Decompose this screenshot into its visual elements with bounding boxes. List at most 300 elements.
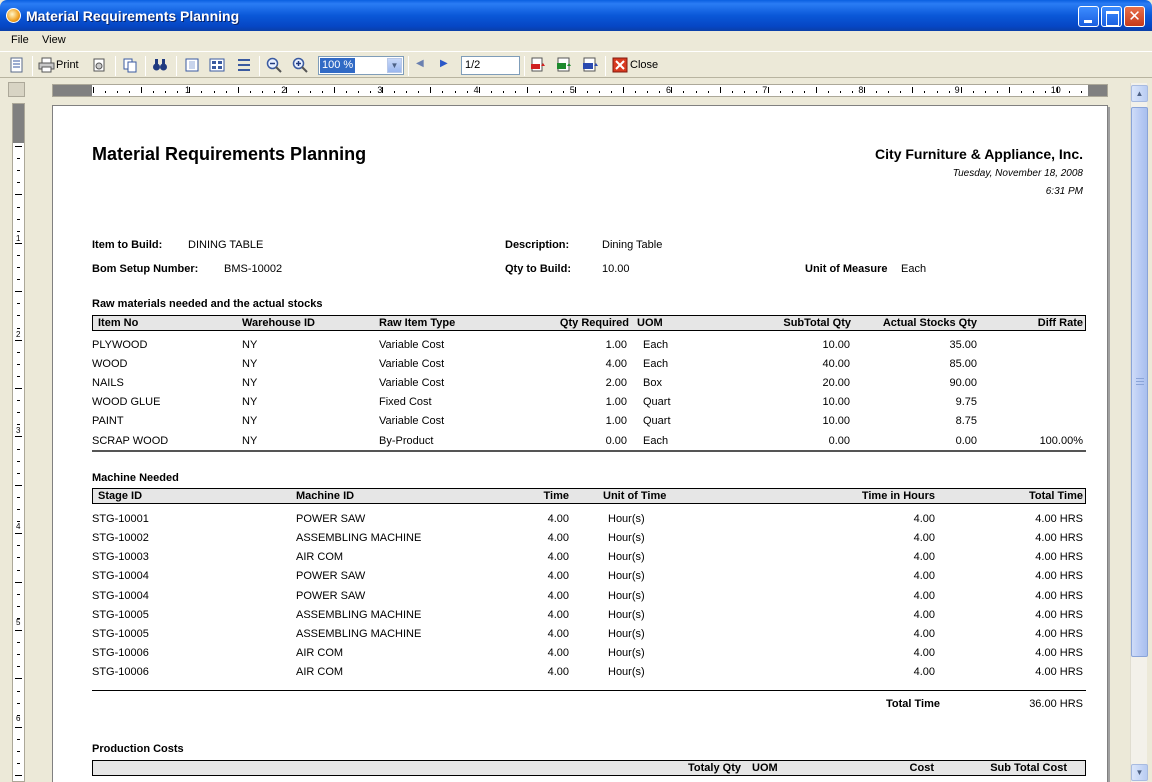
- vertical-ruler: [12, 103, 25, 782]
- raw-cell: 90.00: [949, 377, 977, 390]
- production-header: [92, 760, 1086, 776]
- ruler-tick: [563, 91, 564, 93]
- raw-header-cell: Warehouse ID: [242, 317, 315, 329]
- raw-cell: PLYWOOD: [92, 339, 148, 351]
- ruler-tick: [17, 642, 20, 643]
- toolbar-separator: [32, 56, 33, 76]
- machine-cell: STG-10004: [92, 589, 149, 602]
- ruler-number: 3: [377, 85, 383, 95]
- machine-cell: 4.00: [913, 513, 935, 525]
- menu-file[interactable]: File: [11, 34, 29, 46]
- ruler-tick: [17, 654, 20, 655]
- machine-header-cell: Time in Hours: [861, 490, 935, 502]
- raw-cell: 35.00: [949, 339, 977, 351]
- machine-cell: 4.00: [913, 589, 935, 602]
- ruler-tick: [17, 449, 20, 450]
- ruler-tick: [744, 91, 745, 93]
- report-title: Material Requirements Planning: [92, 144, 367, 164]
- ruler-tick: [93, 87, 94, 93]
- next-page-icon[interactable]: ▶: [440, 58, 448, 69]
- ruler-tick: [888, 91, 889, 93]
- raw-cell: 10.00: [822, 339, 850, 351]
- raw-cell: 9.75: [955, 396, 977, 409]
- raw-header-cell: Diff Rate: [1037, 317, 1083, 329]
- production-header-subtotal: Sub Total Cost: [990, 762, 1067, 774]
- ruler-number: 1: [185, 85, 191, 95]
- export-excel-icon[interactable]: [556, 57, 572, 73]
- menu-bar: [0, 31, 1152, 50]
- raw-cell: Quart: [643, 396, 671, 409]
- ruler-tick: [479, 87, 480, 93]
- zoom-out-icon[interactable]: [266, 57, 282, 73]
- toolbar: [0, 51, 1152, 78]
- ruler-tick: [900, 91, 901, 93]
- machine-cell: Hour(s): [608, 666, 645, 679]
- ruler-tick: [262, 91, 263, 93]
- ruler-number: 6: [666, 85, 672, 95]
- ruler-tick: [17, 207, 20, 208]
- export-word-icon[interactable]: [582, 57, 598, 73]
- scroll-grip: [1136, 381, 1144, 382]
- ruler-tick: [467, 91, 468, 93]
- machine-cell: 4.00: [913, 666, 935, 679]
- ruler-tick: [539, 91, 540, 93]
- raw-cell: 1.00: [605, 396, 627, 409]
- machine-header-row: [92, 488, 1086, 504]
- raw-cell: SCRAP WOOD: [92, 434, 169, 447]
- ruler-tick: [683, 91, 684, 93]
- ruler-tick: [720, 87, 721, 93]
- ruler-tick: [17, 315, 20, 316]
- machine-cell: 4.00: [547, 647, 569, 660]
- machine-cell: 4.00 HRS: [1035, 647, 1083, 660]
- ruler-number: 5: [16, 618, 21, 627]
- ruler-tick: [17, 570, 20, 571]
- ruler-tick: [17, 461, 20, 462]
- raw-cell: WOOD GLUE: [92, 396, 161, 409]
- machine-cell: 4.00 HRS: [1035, 513, 1083, 525]
- ruler-tick: [17, 182, 20, 183]
- machine-cell: 4.00: [913, 627, 935, 640]
- ruler-tick: [852, 91, 853, 93]
- machine-cell: STG-10001: [92, 513, 149, 525]
- machine-cell: Hour(s): [608, 647, 645, 660]
- ruler-tick: [17, 545, 20, 546]
- ruler-margin: [1088, 85, 1108, 97]
- ruler-tick: [997, 91, 998, 93]
- machine-cell: Hour(s): [608, 570, 645, 583]
- ruler-number: 9: [954, 85, 960, 95]
- ruler-tick: [912, 87, 913, 93]
- ruler-tick: [17, 412, 20, 413]
- machine-cell: STG-10005: [92, 627, 149, 640]
- ruler-tick: [15, 436, 22, 437]
- ruler-tick: [15, 146, 22, 147]
- toolbar-separator: [408, 56, 409, 76]
- ruler-tick: [17, 751, 20, 752]
- bom-label: Bom Setup Number:: [92, 263, 199, 275]
- machine-cell: POWER SAW: [296, 513, 366, 525]
- toc-icon[interactable]: [9, 57, 25, 73]
- raw-cell: Quart: [643, 415, 671, 428]
- ruler-tick: [129, 91, 130, 93]
- ruler-tick: [17, 328, 20, 329]
- raw-header-cell: Qty Required: [559, 317, 629, 329]
- ruler-tick: [346, 91, 347, 93]
- ruler-tick: [117, 91, 118, 93]
- ruler-tick: [1081, 91, 1082, 93]
- machine-cell: ASSEMBLING MACHINE: [296, 608, 422, 621]
- bom-value: BMS-10002: [224, 263, 283, 275]
- ruler-tick: [17, 473, 20, 474]
- raw-cell: 1.00: [605, 415, 627, 428]
- raw-cell: 20.00: [822, 377, 850, 390]
- preview-area: [28, 97, 1129, 782]
- zoom-select[interactable]: [318, 56, 404, 75]
- ruler-tick: [370, 91, 371, 93]
- description-label: Description:: [505, 239, 570, 251]
- machine-cell: 4.00 HRS: [1035, 666, 1083, 679]
- ruler-tick: [985, 91, 986, 93]
- machine-cell: 4.00 HRS: [1035, 627, 1083, 640]
- toolbar-separator: [176, 56, 177, 76]
- ruler-tick: [1069, 91, 1070, 93]
- ruler-tick: [15, 727, 22, 728]
- scroll-down-button[interactable]: [1131, 764, 1148, 781]
- ruler-tick: [647, 91, 648, 93]
- ruler-tick: [17, 497, 20, 498]
- ruler-number: 3: [16, 426, 21, 435]
- machine-cell: POWER SAW: [296, 589, 366, 602]
- raw-cell: 85.00: [949, 358, 977, 371]
- ruler-tick: [527, 87, 528, 93]
- raw-cell: 1.00: [605, 339, 627, 351]
- machine-cell: 4.00 HRS: [1035, 608, 1083, 621]
- ruler-tick: [792, 91, 793, 93]
- close-label: Close: [630, 59, 659, 71]
- ruler-number: 7: [762, 85, 768, 95]
- ruler-tick: [442, 91, 443, 93]
- machine-cell: Hour(s): [608, 589, 645, 602]
- machine-cell: 4.00: [913, 551, 935, 564]
- raw-cell: 10.00: [822, 396, 850, 409]
- continuous-icon[interactable]: [236, 57, 252, 73]
- ruler-tick: [756, 91, 757, 93]
- ruler-tick: [515, 91, 516, 93]
- machine-cell: 4.00: [547, 627, 569, 640]
- ruler-tick: [17, 376, 20, 377]
- raw-cell: Variable Cost: [379, 415, 445, 428]
- toolbar-separator: [145, 56, 146, 76]
- machine-cell: Hour(s): [608, 532, 645, 545]
- ruler-tick: [153, 91, 154, 93]
- ruler-tick: [828, 91, 829, 93]
- production-header-uom: UOM: [752, 762, 778, 774]
- machine-cell: 4.00 HRS: [1035, 589, 1083, 602]
- ruler-tick: [322, 91, 323, 93]
- single-page-icon[interactable]: [184, 57, 200, 73]
- title-bar: [0, 0, 1152, 31]
- vertical-scrollbar[interactable]: [1130, 83, 1147, 782]
- ruler-tick: [17, 557, 20, 558]
- previous-page-icon[interactable]: ◀: [416, 58, 424, 69]
- menu-view[interactable]: View: [42, 34, 66, 46]
- ruler-tick: [15, 533, 22, 534]
- zoom-value: 100 %: [322, 59, 354, 71]
- scroll-grip: [1136, 384, 1144, 385]
- raw-cell: Variable Cost: [379, 377, 445, 390]
- chevron-down-icon[interactable]: ▼: [387, 58, 402, 73]
- raw-cell: 40.00: [822, 358, 850, 371]
- machine-cell: 4.00: [547, 513, 569, 525]
- ruler-tick: [17, 364, 20, 365]
- ruler-tick: [17, 666, 20, 667]
- raw-cell: 0.00: [828, 434, 850, 447]
- chevron-up-icon: ▲: [1135, 89, 1144, 98]
- zoom-in-icon[interactable]: [292, 57, 308, 73]
- ruler-tick: [274, 91, 275, 93]
- total-time-label: Total Time: [886, 698, 940, 710]
- company-name: City Furniture & Appliance, Inc.: [875, 146, 1083, 162]
- raw-cell: NY: [242, 358, 258, 371]
- ruler-tick: [17, 352, 20, 353]
- ruler-tick: [924, 91, 925, 93]
- ruler-tick: [15, 388, 22, 389]
- machine-cell: STG-10002: [92, 532, 149, 545]
- raw-cell: NAILS: [92, 377, 124, 390]
- horizontal-ruler: [52, 84, 1108, 97]
- close-icon: ✕: [1128, 8, 1141, 25]
- ruler-tick: [599, 91, 600, 93]
- maximize-button[interactable]: [1101, 6, 1122, 27]
- ruler-tick: [17, 231, 20, 232]
- machine-cell: Hour(s): [608, 627, 645, 640]
- scroll-up-button[interactable]: [1131, 85, 1148, 102]
- ruler-tick: [17, 170, 20, 171]
- machine-cell: Hour(s): [608, 513, 645, 525]
- ruler-tick: [17, 400, 20, 401]
- production-header-cost: Cost: [909, 762, 934, 774]
- production-header-qty: Totaly Qty: [688, 762, 741, 774]
- printer-icon: [38, 57, 55, 73]
- machine-cell: 4.00: [547, 666, 569, 679]
- ruler-tick: [864, 87, 865, 93]
- raw-cell: 4.00: [605, 358, 627, 371]
- ruler-tick: [298, 91, 299, 93]
- raw-cell: 0.00: [955, 434, 977, 447]
- raw-cell: NY: [242, 339, 258, 351]
- ruler-tick: [635, 91, 636, 93]
- raw-cell: 100.00%: [1039, 434, 1083, 447]
- machine-cell: 4.00: [547, 589, 569, 602]
- window-title: Material Requirements Planning: [26, 8, 240, 24]
- ruler-tick: [696, 91, 697, 93]
- ruler-tick: [732, 91, 733, 93]
- scroll-grip: [1136, 378, 1144, 379]
- raw-cell: NY: [242, 396, 258, 409]
- scroll-thumb[interactable]: [1131, 107, 1148, 657]
- ruler-tick: [768, 87, 769, 93]
- ruler-margin: [53, 85, 92, 97]
- raw-cell: NY: [242, 415, 258, 428]
- ruler-tick: [1009, 87, 1010, 93]
- toolbar-separator: [605, 56, 606, 76]
- ruler-tick: [780, 91, 781, 93]
- machine-cell: 4.00 HRS: [1035, 570, 1083, 583]
- ruler-number: 8: [858, 85, 864, 95]
- ruler-tick: [214, 91, 215, 93]
- uom-value: Each: [901, 263, 927, 275]
- ruler-tick: [671, 87, 672, 93]
- ruler-tick: [358, 91, 359, 93]
- production-section-title: Production Costs: [92, 743, 184, 755]
- ruler-tick: [17, 739, 20, 740]
- machine-cell: 4.00: [547, 570, 569, 583]
- ruler-tick: [937, 91, 938, 93]
- ruler-tick: [659, 91, 660, 93]
- ruler-tick: [17, 219, 20, 220]
- multi-page-icon[interactable]: [209, 57, 225, 73]
- raw-section-title: Raw materials needed and the actual stocks: [92, 298, 323, 310]
- ruler-tick: [15, 340, 22, 341]
- machine-cell: 4.00: [913, 532, 935, 545]
- ruler-tick: [394, 91, 395, 93]
- ruler-tick: [17, 158, 20, 159]
- toolbar-separator: [524, 56, 525, 76]
- print-button[interactable]: [38, 56, 82, 75]
- raw-cell: PAINT: [92, 415, 124, 428]
- raw-cell: 2.00: [605, 377, 627, 390]
- close-window-button[interactable]: [1124, 6, 1145, 27]
- raw-cell: Variable Cost: [379, 339, 445, 351]
- ruler-tick: [949, 91, 950, 93]
- machine-cell: 4.00: [547, 608, 569, 621]
- ruler-tick: [17, 763, 20, 764]
- machine-cell: 4.00: [547, 532, 569, 545]
- ruler-tick: [226, 91, 227, 93]
- ruler-tick: [430, 87, 431, 93]
- ruler-tick: [105, 91, 106, 93]
- ruler-tick: [406, 91, 407, 93]
- minimize-button[interactable]: [1078, 6, 1099, 27]
- find-icon[interactable]: [152, 57, 168, 73]
- report-date: Tuesday, November 18, 2008: [952, 168, 1083, 179]
- ruler-tick: [17, 691, 20, 692]
- item-to-build-label: Item to Build:: [92, 239, 163, 251]
- copy-icon[interactable]: [122, 57, 138, 73]
- print-label: Print: [56, 59, 79, 71]
- ruler-tick: [503, 91, 504, 93]
- raw-table-divider: [92, 450, 1086, 452]
- total-divider: [92, 690, 1086, 691]
- export-pdf-icon[interactable]: [530, 57, 546, 73]
- ruler-tick: [804, 91, 805, 93]
- ruler-number: 1: [16, 234, 21, 243]
- ruler-tick: [17, 703, 20, 704]
- ruler-tick: [15, 582, 22, 583]
- ruler-tick: [961, 87, 962, 93]
- machine-cell: AIR COM: [296, 666, 344, 679]
- page-number-input[interactable]: 1/2: [461, 56, 520, 75]
- toolbar-separator: [259, 56, 260, 76]
- ruler-tick: [1021, 91, 1022, 93]
- ruler-number: 10: [1050, 85, 1061, 95]
- page-setup-icon[interactable]: [91, 57, 107, 73]
- machine-cell: POWER SAW: [296, 570, 366, 583]
- raw-cell: WOOD: [92, 358, 128, 371]
- machine-cell: 4.00: [913, 647, 935, 660]
- close-report-button[interactable]: [612, 56, 660, 75]
- ruler-margin: [13, 104, 25, 143]
- raw-header-cell: Actual Stocks Qty: [882, 317, 977, 329]
- ruler-tick: [334, 87, 335, 93]
- machine-cell: STG-10006: [92, 666, 149, 679]
- toolbar-separator: [115, 56, 116, 76]
- total-time-value: 36.00 HRS: [1029, 698, 1083, 710]
- raw-header-cell: Item No: [98, 317, 139, 329]
- ruler-tick: [177, 91, 178, 93]
- qty-to-build-value: 10.00: [602, 263, 630, 275]
- machine-cell: 4.00: [913, 608, 935, 621]
- ruler-tick: [250, 91, 251, 93]
- machine-cell: 4.00: [547, 551, 569, 564]
- ruler-tick: [973, 91, 974, 93]
- ruler-tick: [418, 91, 419, 93]
- raw-cell: Fixed Cost: [379, 396, 432, 409]
- ruler-tick: [708, 91, 709, 93]
- machine-cell: STG-10006: [92, 647, 149, 660]
- raw-cell: Each: [643, 339, 669, 351]
- machine-cell: AIR COM: [296, 647, 344, 660]
- ruler-tick: [15, 194, 22, 195]
- machine-cell: Hour(s): [608, 608, 645, 621]
- ruler-number: 2: [16, 330, 21, 339]
- ruler-tick: [551, 91, 552, 93]
- ruler-tick: [587, 91, 588, 93]
- close-icon: [612, 57, 628, 73]
- raw-cell: Each: [643, 434, 669, 447]
- machine-cell: ASSEMBLING MACHINE: [296, 532, 422, 545]
- ruler-tick: [310, 91, 311, 93]
- machine-section-title: Machine Needed: [92, 472, 179, 484]
- machine-header-cell: Stage ID: [98, 490, 143, 502]
- raw-header-cell: UOM: [637, 317, 663, 329]
- qty-to-build-label: Qty to Build:: [505, 263, 571, 275]
- machine-cell: STG-10003: [92, 551, 149, 564]
- ruler-tick: [238, 87, 239, 93]
- machine-cell: 4.00 HRS: [1035, 551, 1083, 564]
- ruler-tick: [17, 594, 20, 595]
- machine-cell: ASSEMBLING MACHINE: [296, 627, 422, 640]
- raw-header-cell: SubTotal Qty: [783, 317, 851, 329]
- machine-header-cell: Time: [543, 490, 569, 502]
- ruler-tick: [17, 267, 20, 268]
- machine-cell: 4.00 HRS: [1035, 532, 1083, 545]
- report-page: [52, 105, 1108, 782]
- raw-cell: NY: [242, 434, 258, 447]
- ruler-tick: [1033, 91, 1034, 93]
- ruler-tick: [623, 87, 624, 93]
- ruler-tick: [15, 291, 22, 292]
- ruler-tick: [840, 91, 841, 93]
- report-time: 6:31 PM: [1045, 186, 1083, 197]
- ruler-tick: [15, 630, 22, 631]
- ruler-tick: [15, 775, 22, 776]
- raw-cell: Each: [643, 358, 669, 371]
- chevron-down-icon: ▼: [1135, 768, 1144, 777]
- raw-cell: Box: [643, 377, 662, 390]
- uom-label: Unit of Measure: [805, 263, 888, 275]
